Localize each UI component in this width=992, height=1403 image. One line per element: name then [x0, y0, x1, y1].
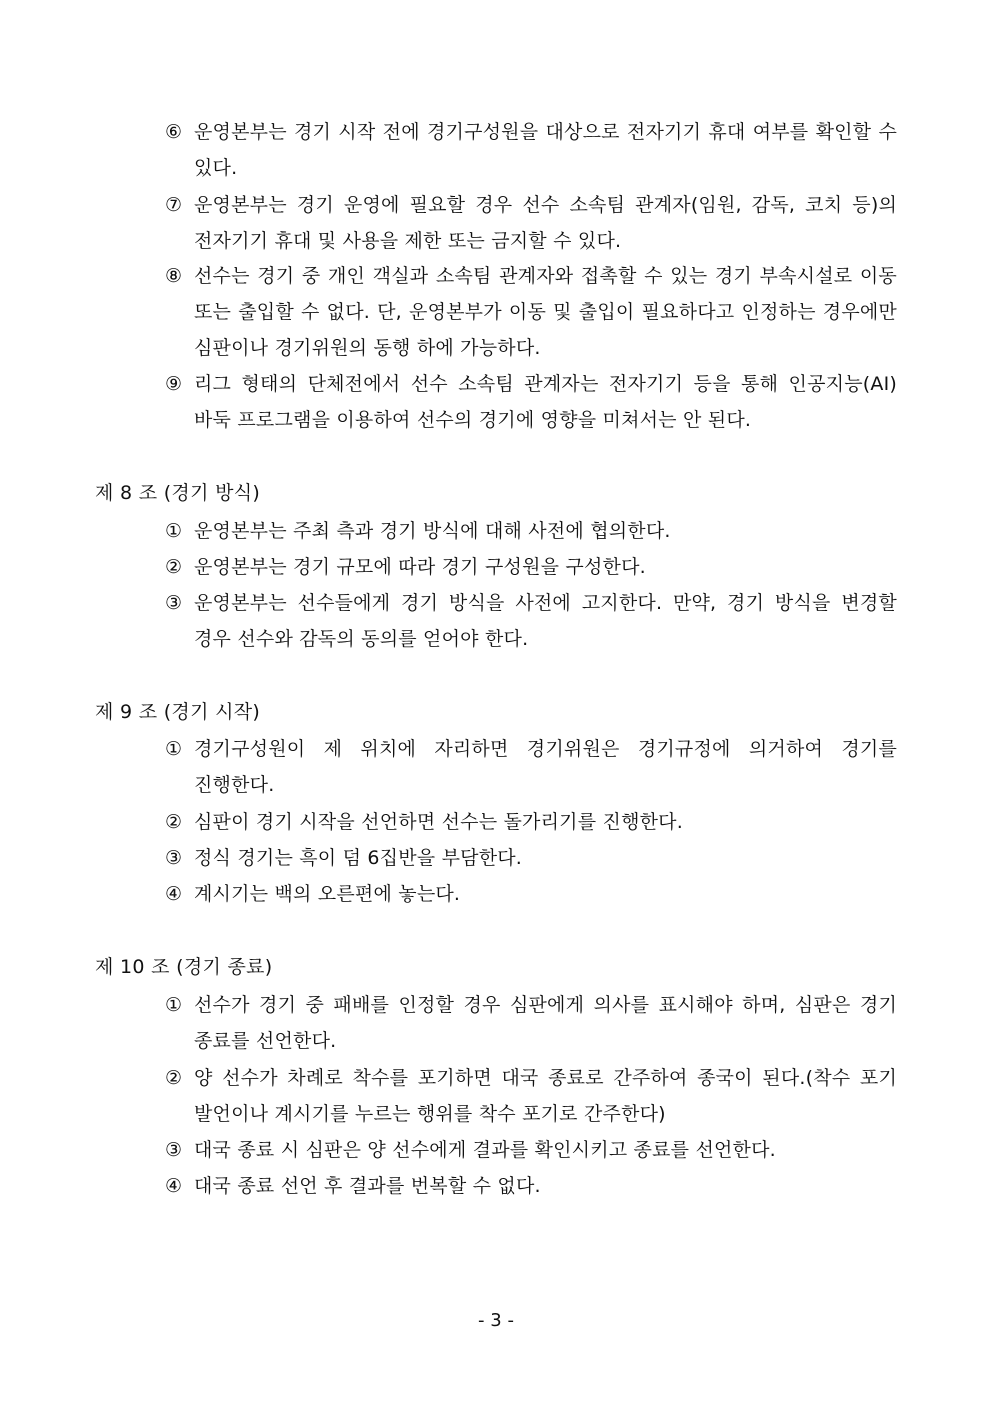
article-heading: 제 10 조 (경기 종료)	[95, 956, 273, 978]
clause-text: 계시기는 백의 오른편에 놓는다.	[194, 883, 461, 905]
clause-number: ⑧	[165, 265, 183, 287]
clause-number: ⑥	[165, 121, 183, 143]
clause-item	[165, 876, 897, 912]
clause-item	[165, 114, 897, 186]
clause-text: 심판이 경기 시작을 선언하면 선수는 돌가리기를 진행한다.	[194, 811, 683, 833]
clause-item	[165, 731, 897, 803]
clause-item	[165, 258, 897, 366]
clause-text: 정식 경기는 흑이 덤 6집반을 부담한다.	[194, 847, 523, 869]
clause-item	[165, 1060, 897, 1132]
clause-text: 양 선수가 차례로 착수를 포기하면 대국 종료로 간주하여 종국이 된다.(착수 포기 발언이나 계시기를 누르는 행위를 착수 포기로 간주한다)	[194, 1067, 897, 1125]
clause-text: 대국 종료 시 심판은 양 선수에게 결과를 확인시키고 종료를 선언한다.	[194, 1139, 776, 1161]
page-number: - 3 -	[478, 1310, 514, 1331]
clause-item	[165, 549, 897, 585]
clause-item	[165, 987, 897, 1059]
clause-text: 운영본부는 경기 운영에 필요할 경우 선수 소속팀 관계자(임원, 감독, 코치 등)의 전자기기 휴대 및 사용을 제한 또는 금지할 수 있다.	[194, 194, 897, 252]
clause-number: ③	[165, 592, 183, 614]
article-heading: 제 9 조 (경기 시작)	[95, 701, 261, 723]
clause-item	[165, 1168, 897, 1204]
clause-number: ③	[165, 1139, 183, 1161]
clause-item	[165, 1132, 897, 1168]
clause-number: ①	[165, 520, 183, 542]
clause-text: 운영본부는 경기 시작 전에 경기구성원을 대상으로 전자기기 휴대 여부를 확인할 수 있다.	[194, 121, 897, 179]
clause-number: ⑦	[165, 194, 183, 216]
clause-number: ⑨	[165, 373, 183, 395]
clause-text: 선수는 경기 중 개인 객실과 소속팀 관계자와 접촉할 수 있는 경기 부속시설로 이동 또는 출입할 수 없다. 단, 운영본부가 이동 및 출입이 필요하다고 인정하는 경우에만 심판이나 경기위원의 동행 하에 가능하다.	[194, 265, 897, 359]
clause-number: ④	[165, 1175, 183, 1197]
clause-text: 대국 종료 선언 후 결과를 번복할 수 없다.	[194, 1175, 541, 1197]
clause-number: ②	[165, 811, 183, 833]
clause-number: ①	[165, 738, 183, 760]
clause-text: 운영본부는 주최 측과 경기 방식에 대해 사전에 협의한다.	[194, 520, 671, 542]
clause-item	[165, 366, 897, 438]
clause-text: 리그 형태의 단체전에서 선수 소속팀 관계자는 전자기기 등을 통해 인공지능(AI) 바둑 프로그램을 이용하여 선수의 경기에 영향을 미쳐서는 안 된다.	[194, 373, 897, 431]
clause-item	[165, 804, 897, 840]
clause-text: 경기구성원이 제 위치에 자리하면 경기위원은 경기규정에 의거하여 경기를 진행한다.	[194, 738, 897, 796]
clause-number: ③	[165, 847, 183, 869]
clause-item	[165, 513, 897, 549]
clause-item	[165, 840, 897, 876]
article-heading: 제 8 조 (경기 방식)	[95, 482, 261, 504]
clause-number: ②	[165, 1067, 183, 1089]
clause-text: 선수가 경기 중 패배를 인정할 경우 심판에게 의사를 표시해야 하며, 심판은 경기 종료를 선언한다.	[194, 994, 897, 1052]
clause-text: 운영본부는 경기 규모에 따라 경기 구성원을 구성한다.	[194, 556, 646, 578]
clause-item	[165, 585, 897, 657]
clause-number: ①	[165, 994, 183, 1016]
clause-number: ②	[165, 556, 183, 578]
clause-text: 운영본부는 선수들에게 경기 방식을 사전에 고지한다. 만약, 경기 방식을 변경할 경우 선수와 감독의 동의를 얻어야 한다.	[194, 592, 897, 650]
clause-number: ④	[165, 883, 183, 905]
clause-item	[165, 187, 897, 259]
